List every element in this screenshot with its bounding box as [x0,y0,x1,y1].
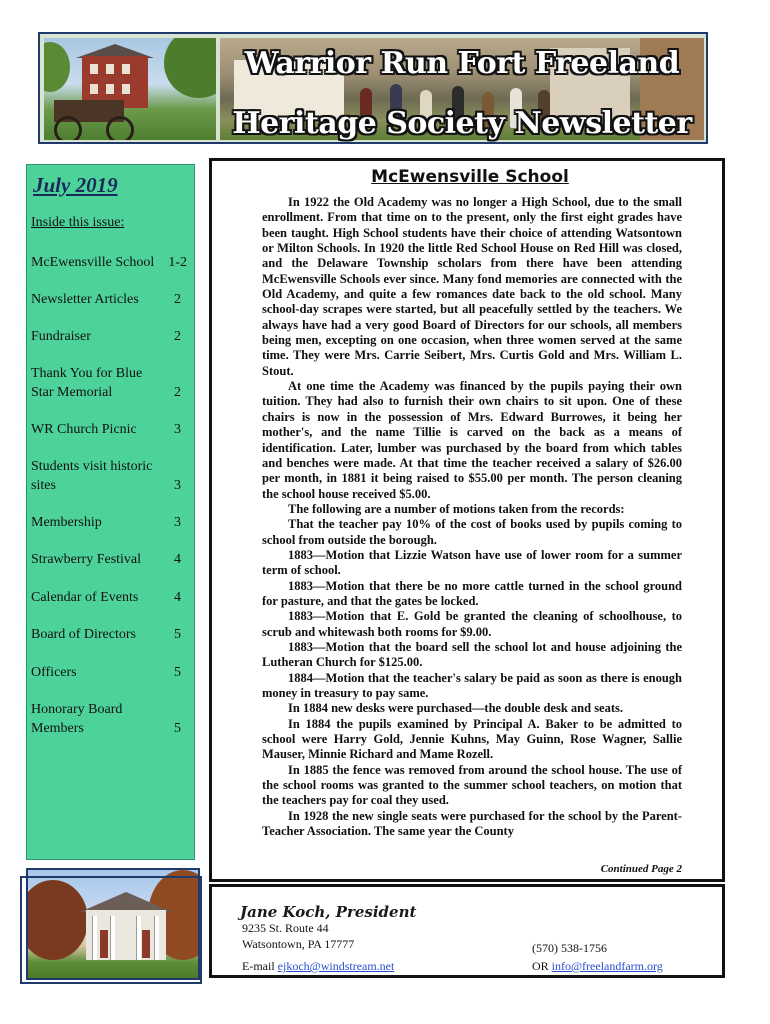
contact-box [209,884,725,978]
web-email-link[interactable]: info@freelandfarm.org [551,959,663,973]
sidebar [26,164,195,860]
article-paragraph: In 1922 the Old Academy was no longer a High School, due to the small enrollment. From that time on to the present, only the first eight grades have been taught. High School students have their choice of attending Watsontown or Milton Schools. In 1920 the little Red School House on Red Hill was closed, and the Delaware Township scholars from there have been attending McEwensville Schools ever since. Many fond memories are connected with the Old Academy, and quite a few romances date back to the old school. Many school-day scrapes were started, but all peacefully settled by the teachers. We always have had a very good Board of Directors for our schools, all members being men, excepting on one occasion, when three women served at the same time. They were Mrs. Carrie Seibert, Mrs. Curtis Gold and Mrs. William L. Stout. [262,195,682,378]
article-paragraph: 1883—Motion that the board sell the school lot and house adjoining the Lutheran Church for $125.00. [262,639,682,670]
article-paragraph: 1883—Motion that Lizzie Watson have use of lower room for a summer term of school. [262,547,682,578]
toc-item-page: 2 [174,292,181,307]
president-signature: Jane Koch, President [240,903,417,921]
toc-item[interactable] [31,625,191,644]
toc-item[interactable] [31,364,191,402]
article-body [262,195,682,839]
toc-item[interactable] [31,550,191,569]
web-line [532,959,663,974]
article-paragraph: In 1928 the new single seats were purchased for the school by the Parent-Teacher Association. The same year the County [262,808,682,839]
toc-item[interactable] [31,513,191,532]
schoolhouse-photo [26,868,200,980]
toc-item-label: Fundraiser [31,329,91,344]
toc-item-label: Students visit historic sites [31,459,153,493]
toc-item-label: Board of Directors [31,627,136,642]
article-paragraph: That the teacher pay 10% of the cost of books used by pupils coming to school from outside the borough. [262,517,682,547]
newsletter-title-line2: Heritage Society Newsletter [232,106,692,141]
toc-item-label: Strawberry Festival [31,552,142,567]
toc-item-page: 3 [174,478,181,493]
toc-item[interactable] [31,663,191,682]
toc-item-label: Membership [31,515,102,530]
article-paragraph: In 1884 the pupils examined by Principal A. Baker to be admitted to school were Harry Gold, Jennie Kuhns, May Guinn, Rose Wagner, Sallie Mauser, Minnie Richard and Mame Rozell. [262,716,682,762]
main-article [209,158,725,882]
farmhouse-photo [44,38,216,140]
toc-item[interactable] [31,253,191,272]
toc-item-label: WR Church Picnic [31,422,137,437]
toc-item[interactable] [31,290,191,309]
address-line2: Watsontown, PA 17777 [242,937,355,951]
toc-item-page: 5 [174,721,181,736]
article-paragraph: The following are a number of motions taken from the records: [288,501,625,516]
toc-item[interactable] [31,457,191,495]
toc-item[interactable] [31,420,191,439]
article-paragraph: At one time the Academy was financed by the pupils paying their own tuition. They had also to furnish their own chairs to sit upon. One of these chairs is now in the possession of Mrs. Edward Burrowes, it being her mother's, and the name Tillie is carved on the back as a means of identification. Later, lumber was purchased by the board from which tables and benches were made. At that time the teacher received a salary of $26.00 per month, in 1881 it being raised to $55.00 per month. The person cleaning the school house received $5.00. [262,379,682,501]
toc-item-page: 3 [174,515,181,530]
continued-note: Continued Page 2 [600,863,682,875]
toc-item-label: Calendar of Events [31,590,139,605]
article-paragraph: 1883—Motion that there be no more cattle turned in the school ground for pasture, and that the gates be locked. [262,578,682,608]
email-line [242,959,394,974]
issue-date: July 2019 [33,173,118,197]
email-link[interactable]: ejkoch@windstream.net [277,959,395,973]
article-paragraph: In 1884 new desks were purchased—the double desk and seats. [288,701,624,716]
toc-item[interactable] [31,588,191,607]
toc-item-label: Newsletter Articles [31,292,139,307]
toc-item-page: 5 [174,627,181,642]
toc-item-page: 4 [174,590,181,605]
toc-item-page: 5 [174,665,181,680]
phone-number: (570) 538-1756 [532,941,607,955]
article-paragraph: 1883—Motion that E. Gold be granted the cleaning of schoolhouse, to scrub and whitewash both rooms for $9.00. [262,609,682,639]
toc-item-label: Honorary Board Members [31,702,123,736]
toc-item-page: 2 [174,385,181,400]
inside-this-issue-label: Inside this issue: [31,215,125,230]
toc-item-label: Officers [31,665,77,680]
address-line1: 9235 St. Route 44 [242,921,329,935]
article-title: McEwensville School [371,167,569,187]
toc-item-page: 1-2 [168,255,187,270]
toc-item-page: 3 [174,422,181,437]
toc-item[interactable] [31,327,191,346]
toc-item-label: Thank You for Blue Star Memorial [31,366,143,400]
toc-item[interactable] [31,700,191,738]
toc-item-page: 4 [174,552,181,567]
email-prefix: E-mail [242,959,278,973]
masthead [38,32,708,144]
newsletter-title-line1: Warrior Run Fort Freeland [244,46,680,81]
web-prefix: OR [532,959,552,973]
article-paragraph: In 1885 the fence was removed from around the school house. The use of the school rooms was granted to the summer school teachers, on motion that the teachers pay for coal they used. [262,762,682,808]
toc-item-page: 2 [174,329,181,344]
toc-item-label: McEwensville School [31,255,155,270]
article-paragraph: 1884—Motion that the teacher's salary be paid as soon as there is enough money in treasury to pay same. [262,670,682,700]
